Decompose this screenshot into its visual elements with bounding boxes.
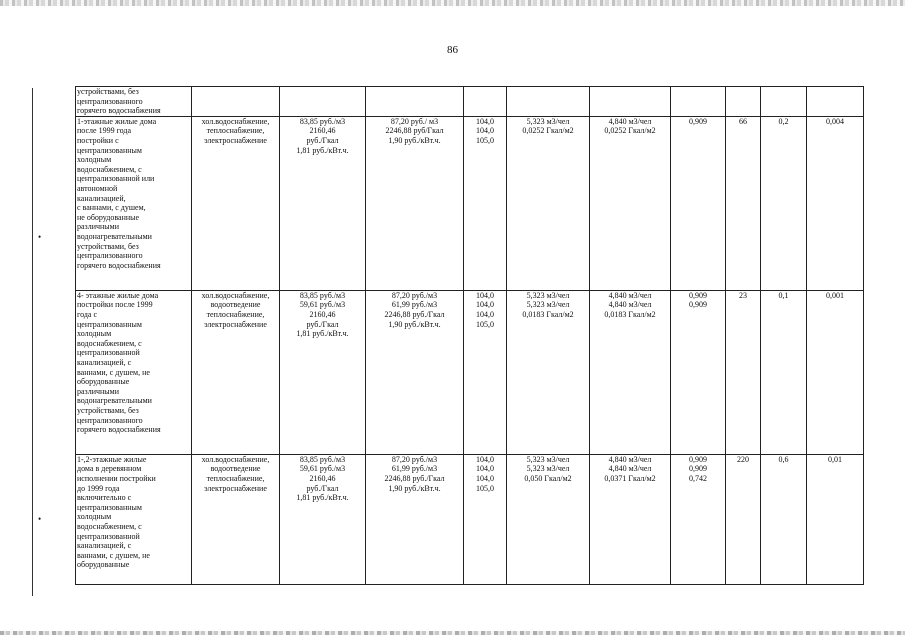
cell-col9: 23	[726, 290, 761, 454]
page-number: 86	[447, 44, 458, 56]
cell-col11	[807, 87, 864, 117]
cell-services: хол.водоснабжение, водоотведение теплоснабжение, электроснабжение	[192, 290, 280, 454]
cell-tariffs-new: 87,20 руб./ м3 2246,88 руб/Гкал 1,90 руб./кВт.ч.	[366, 116, 464, 290]
cell-col10: 0,1	[761, 290, 807, 454]
table-row	[76, 116, 864, 290]
cell-index	[464, 87, 507, 117]
margin-bullet: •	[38, 232, 42, 242]
cell-col11: 0,01	[807, 454, 864, 584]
cell-col11: 0,001	[807, 290, 864, 454]
cell-norm-new: 4,840 м3/чел 4,840 м3/чел 0,0371 Гкал/м2	[590, 454, 671, 584]
scan-edge-top	[0, 0, 905, 6]
cell-tariffs-new: 87,20 руб./м3 61,99 руб./м3 2246,88 руб./Гкал 1,90 руб./кВт.ч.	[366, 454, 464, 584]
cell-col9	[726, 87, 761, 117]
cell-coef: 0,909	[671, 116, 726, 290]
cell-index: 104,0 104,0 104,0 105,0	[464, 454, 507, 584]
cell-tariffs-new	[366, 87, 464, 117]
cell-tariffs-old: 83,85 руб./м3 59,61 руб./м3 2160,46 руб./Гкал 1,81 руб./кВт.ч.	[280, 454, 366, 584]
cell-norm-old	[507, 87, 590, 117]
scan-edge-bottom	[0, 631, 905, 635]
cell-norm-old: 5,323 м3/чел 0,0252 Гкал/м2	[507, 116, 590, 290]
cell-norm-new: 4,840 м3/чел 0,0252 Гкал/м2	[590, 116, 671, 290]
cell-coef: 0,909 0,909	[671, 290, 726, 454]
cell-tariffs-old: 83,85 руб./м3 2160,46 руб./Гкал 1,81 руб./кВт.ч.	[280, 116, 366, 290]
cell-norm-new	[590, 87, 671, 117]
cell-tariffs-new: 87,20 руб./м3 61,99 руб./м3 2246,88 руб./Гкал 1,90 руб./кВт.ч.	[366, 290, 464, 454]
cell-col11: 0,004	[807, 116, 864, 290]
cell-col9: 66	[726, 116, 761, 290]
table-row	[76, 87, 864, 117]
cell-col10: 0,2	[761, 116, 807, 290]
margin-bullet: •	[38, 514, 42, 524]
cell-category: 4- этажные жилые дома постройки после 1999 года с централизованным холодным водоснабжением, с централизованной канализацией, с ваннами, с душем, не оборудованные различными водонагревательными устройствами, без централизованного горячего водоснабжения	[76, 290, 192, 454]
table-row	[76, 290, 864, 454]
cell-col10	[761, 87, 807, 117]
cell-coef	[671, 87, 726, 117]
cell-norm-old: 5,323 м3/чел 5,323 м3/чел 0,0183 Гкал/м2	[507, 290, 590, 454]
left-margin-line	[32, 88, 33, 596]
cell-tariffs-old	[280, 87, 366, 117]
cell-services: хол.водоснабжение, водоотведение теплоснабжение, электроснабжение	[192, 454, 280, 584]
cell-category: устройствами, без централизованного горячего водоснабжения	[76, 87, 192, 117]
cell-col10: 0,6	[761, 454, 807, 584]
cell-coef: 0,909 0,909 0,742	[671, 454, 726, 584]
cell-category: 1-,2-этажные жилые дома в деревянном исполнении постройки до 1999 года включительно с централизованным холодным водоснабжением, с централизованной канализацией, с ваннами, с душем, не оборудованные	[76, 454, 192, 584]
cell-tariffs-old: 83,85 руб./м3 59,61 руб./м3 2160,46 руб./Гкал 1,81 руб./кВт.ч.	[280, 290, 366, 454]
tariff-table	[75, 86, 864, 585]
cell-services: хол.водоснабжение, теплоснабжение, электроснабжение	[192, 116, 280, 290]
cell-index: 104,0 104,0 104,0 105,0	[464, 290, 507, 454]
cell-col9: 220	[726, 454, 761, 584]
cell-norm-old: 5,323 м3/чел 5,323 м3/чел 0,050 Гкал/м2	[507, 454, 590, 584]
table-row	[76, 454, 864, 584]
cell-services	[192, 87, 280, 117]
cell-index: 104,0 104,0 105,0	[464, 116, 507, 290]
cell-norm-new: 4,840 м3/чел 4,840 м3/чел 0,0183 Гкал/м2	[590, 290, 671, 454]
cell-category: 1-этажные жилые дома после 1999 года постройки с централизованным холодным водоснабжением, с централизованной или автономной канализацией, с ваннами, с душем, не оборудованные различными водонагревательными устройствами, без централизованного горячего водоснабжения	[76, 116, 192, 290]
